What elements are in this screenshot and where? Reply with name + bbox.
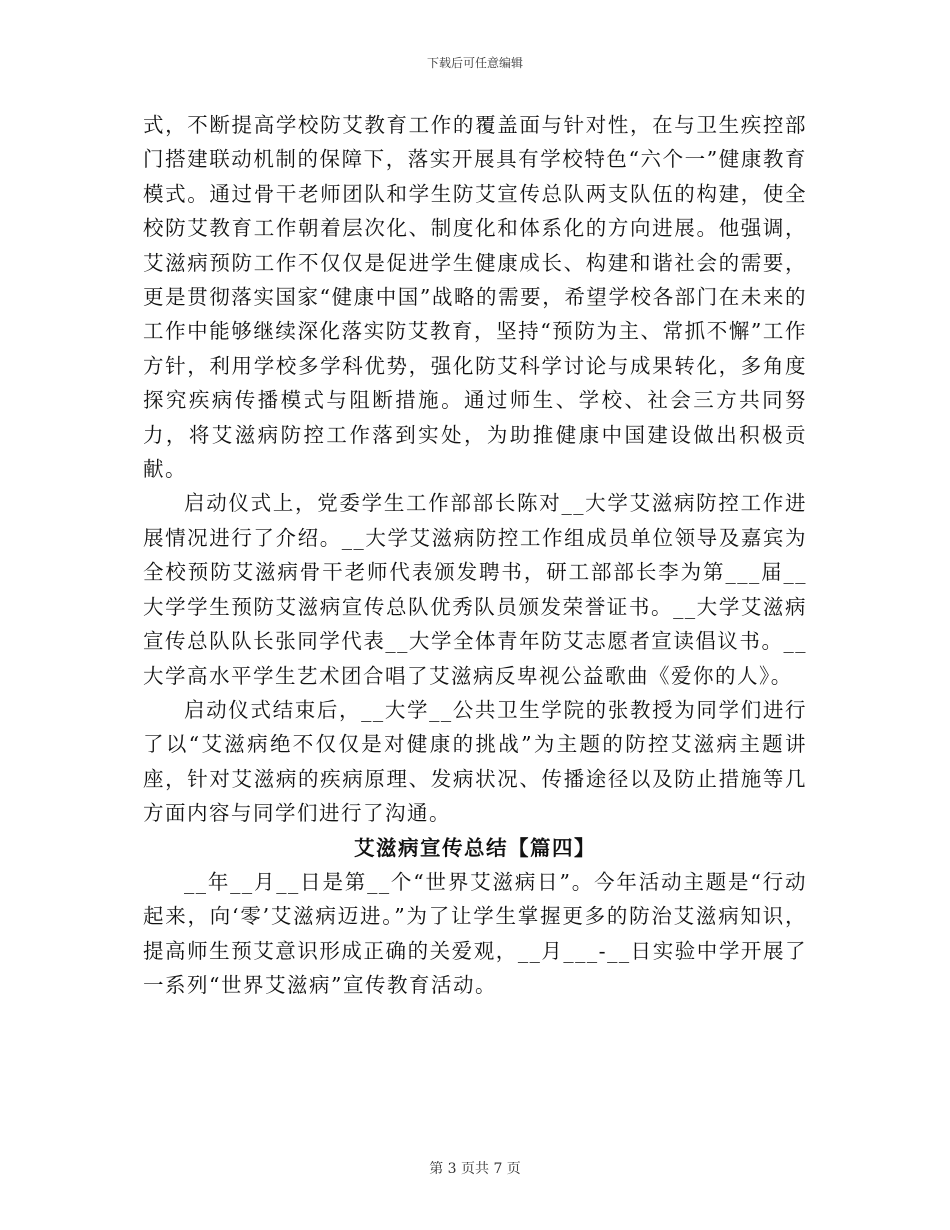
paragraph-world-aids-day: __年__月__日是第__个“世界艾滋病日”。今年活动主题是“行动起来，向‘零’艾滋病迈进。”为了让学生掌握更多的防治艾滋病知识，提高师生预艾意识形成正确的关爱观，__月___-__日实验中学开展了一系列“世界艾滋病”宣传教育活动。 — [143, 869, 807, 998]
paragraph-launch-ceremony: 启动仪式上，党委学生工作部部长陈对__大学艾滋病防控工作进展情况进行了介绍。__大学艾滋病防控工作组成员单位领导及嘉宾为全校预防艾滋病骨干老师代表颁发聘书，研工部部长李为第___届__大学学生预防艾滋病宣传总队优秀队员颁发荣誉证书。__大学艾滋病宣传总队队长张同学代表__大学全体青年防艾志愿者宣读倡议书。__大学高水平学生艺术团合唱了艾滋病反卑视公益歌曲《爱你的人》。 — [143, 491, 807, 688]
page-footer: 第 3 页共 7 页 — [429, 1161, 521, 1177]
section-title: 艾滋病宣传总结【篇四】 — [354, 835, 596, 860]
paragraph-continuation: 式，不断提高学校防艾教育工作的覆盖面与针对性，在与卫生疾控部门搭建联动机制的保障下，落实开展具有学校特色“六个一”健康教育模式。通过骨干老师团队和学生防艾宣传总队两支队伍的构建，使全校防艾教育工作朝着层次化、制度化和体系化的方向进展。他强调，艾滋病预防工作不仅仅是促进学生健康成长、构建和谐社会的需要，更是贯彻落实国家“健康中国”战略的需要，希望学校各部门在未来的工作中能够继续深化落实防艾教育，坚持“预防为主、常抓不懈”工作方针，利用学校多学科优势，强化防艾科学讨论与成果转化，多角度探究疾病传播模式与阻断措施。通过师生、学校、社会三方共同努力，将艾滋病防控工作落到实处，为助推健康中国建设做出积极贡献。 — [143, 113, 807, 482]
document-body — [143, 108, 807, 1003]
paragraph-lecture: 启动仪式结束后，__大学__公共卫生学院的张教授为同学们进行了以“艾滋病绝不仅仅是对健康的挑战”为主题的防控艾滋病主题讲座，针对艾滋病的疾病原理、发病状况、传播途径以及防止措施等几方面内容与同学们进行了沟通。 — [143, 697, 807, 826]
page-header: 下载后可任意编辑 — [426, 56, 523, 70]
